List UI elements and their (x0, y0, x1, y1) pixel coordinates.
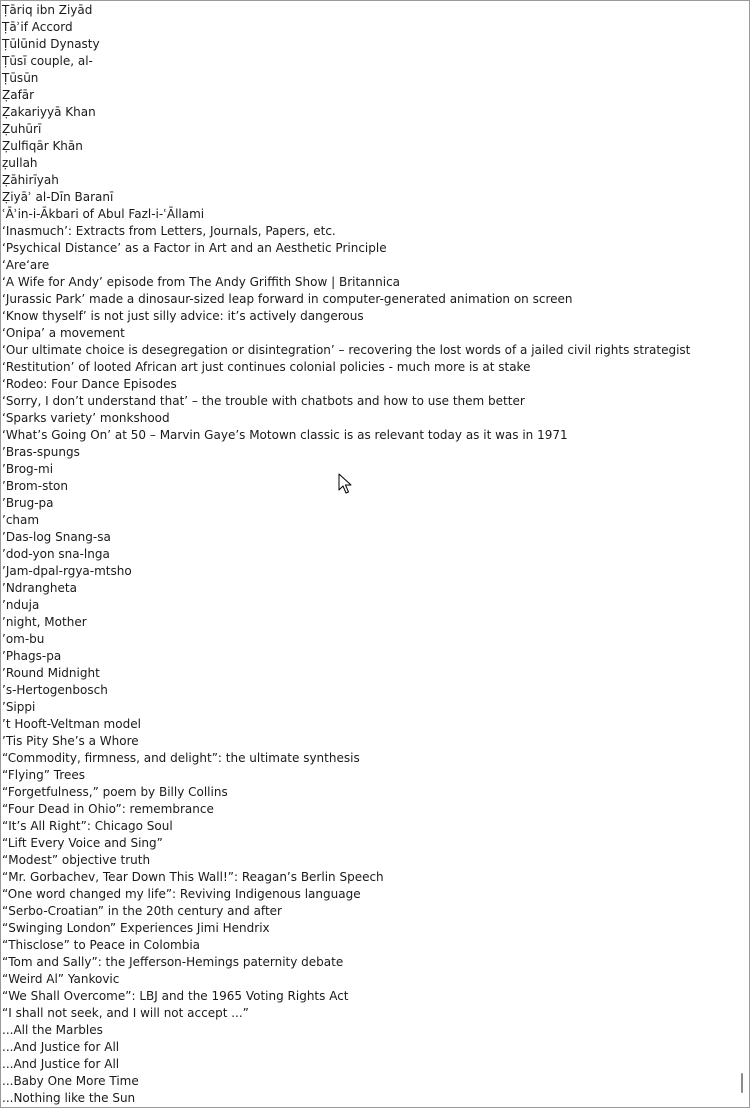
list-item[interactable]: ‘Inasmuch’: Extracts from Letters, Journals, Papers, etc. (2, 224, 336, 238)
list-item[interactable]: ’night, Mother (2, 615, 87, 629)
list-item[interactable]: ...Nothing like the Sun (2, 1091, 136, 1105)
list-item[interactable]: “Commodity, firmness, and delight”: the ultimate synthesis (2, 751, 360, 765)
list-item[interactable]: Ṭūsī couple, al- (2, 54, 93, 68)
list-item[interactable]: ’Das-log Snang-sa (2, 530, 111, 544)
vertical-scrollbar[interactable] (735, 1, 749, 1107)
list-item[interactable]: Ṭūsūn (2, 71, 39, 85)
list-item[interactable]: ...And Justice for All (2, 1057, 120, 1071)
list-item[interactable]: ’s-Hertogenbosch (2, 683, 108, 697)
list-item[interactable]: ’Phags-pa (2, 649, 62, 663)
list-item[interactable]: ‘Onipa’ a movement (2, 326, 125, 340)
list-item[interactable]: ‘Sorry, I don’t understand that’ – the trouble with chatbots and how to use them better (2, 394, 525, 408)
list-item[interactable]: ’t Hooft-Veltman model (2, 717, 141, 731)
list-item[interactable]: Ẓuhūrī (2, 122, 42, 136)
list-item[interactable]: ‘A Wife for Andy’ episode from The Andy Griffith Show | Britannica (2, 275, 401, 289)
list-item[interactable]: ’Sippi (2, 700, 36, 714)
list-item[interactable]: Ṭūlūnid Dynasty (2, 37, 100, 51)
list-item[interactable]: ’dod-yon sna-lnga (2, 547, 110, 561)
list-item[interactable]: “I shall not seek, and I will not accept ...” (2, 1006, 249, 1020)
list-item[interactable]: Ẓāhirīyah (2, 173, 59, 187)
entry-list[interactable] (1, 2, 735, 1106)
list-item[interactable]: “Flying” Trees (2, 768, 86, 782)
list-item[interactable]: ’Brom-ston (2, 479, 68, 493)
list-item[interactable]: Ẓafār (2, 88, 35, 102)
list-item[interactable]: ’Bras-spungs (2, 445, 80, 459)
list-item[interactable]: Ẓiyāʾ al-Dīn Baranī (2, 190, 114, 204)
list-item[interactable]: ‘Jurassic Park’ made a dinosaur-sized leap forward in computer-generated animation on screen (2, 292, 573, 306)
list-item[interactable]: ...And Justice for All (2, 1040, 120, 1054)
list-item[interactable]: ‘Sparks variety’ monkshood (2, 411, 170, 425)
list-item[interactable]: “Tom and Sally”: the Jefferson-Hemings paternity debate (2, 955, 344, 969)
list-item[interactable]: Ẓakariyyā Khan (2, 105, 96, 119)
list-item[interactable]: ’nduja (2, 598, 40, 612)
list-item[interactable]: ʿĀʾin-i-Ākbari of Abul Fazl-i-ʿĀllami (2, 207, 205, 221)
list-item[interactable]: ’om-bu (2, 632, 45, 646)
list-item[interactable]: ‘What’s Going On’ at 50 – Marvin Gaye’s Motown classic is as relevant today as it was in 1971 (2, 428, 568, 442)
list-item[interactable]: ‘Restitution’ of looted African art just continues colonial policies - much more is at stake (2, 360, 531, 374)
list-item[interactable]: ...Baby One More Time (2, 1074, 139, 1088)
list-item[interactable]: ‘Psychical Distance’ as a Factor in Art and an Aesthetic Principle (2, 241, 387, 255)
list-item[interactable]: ’Brog-mi (2, 462, 54, 476)
list-item[interactable]: ’cham (2, 513, 40, 527)
scroll-thumb[interactable] (741, 1073, 743, 1093)
list-item[interactable]: “Four Dead in Ohio”: remembrance (2, 802, 214, 816)
list-item[interactable]: ...All the Marbles (2, 1023, 103, 1037)
list-item[interactable]: “Lift Every Voice and Sing” (2, 836, 163, 850)
list-item[interactable]: ‘Know thyself’ is not just silly advice: it’s actively dangerous (2, 309, 364, 323)
list-item[interactable]: ‘Are‘are (2, 258, 50, 272)
list-item[interactable]: ‘Rodeo: Four Dance Episodes (2, 377, 177, 391)
list-item[interactable]: ‘Our ultimate choice is desegregation or disintegration’ – recovering the lost words of a jailed civil rights strategist (2, 343, 691, 357)
list-item[interactable]: “Forgetfulness,” poem by Billy Collins (2, 785, 228, 799)
list-item[interactable]: “Mr. Gorbachev, Tear Down This Wall!”: Reagan’s Berlin Speech (2, 870, 384, 884)
list-item[interactable]: “We Shall Overcome”: LBJ and the 1965 Voting Rights Act (2, 989, 349, 1003)
list-item[interactable]: “Swinging London” Experiences Jimi Hendrix (2, 921, 270, 935)
list-item[interactable]: ẓullah (2, 156, 38, 170)
list-item[interactable]: “Serbo-Croatian” in the 20th century and after (2, 904, 282, 918)
list-item[interactable]: ’Jam-dpal-rgya-mtsho (2, 564, 132, 578)
list-item[interactable]: “One word changed my life”: Reviving Indigenous language (2, 887, 361, 901)
list-item[interactable]: “It’s All Right”: Chicago Soul (2, 819, 173, 833)
list-item[interactable]: “Weird Al” Yankovic (2, 972, 120, 986)
list-item[interactable]: Ẓulfiqār Khān (2, 139, 83, 153)
list-item[interactable]: “Modest” objective truth (2, 853, 151, 867)
list-item[interactable]: Ṭāʾif Accord (2, 20, 73, 34)
list-item[interactable]: ’Round Midnight (2, 666, 100, 680)
list-item[interactable]: ’Tis Pity She’s a Whore (2, 734, 139, 748)
list-item[interactable]: Ṭāriq ibn Ziyād (2, 3, 93, 17)
list-item[interactable]: “Thisclose” to Peace in Colombia (2, 938, 201, 952)
list-item[interactable]: ’Ndrangheta (2, 581, 77, 595)
list-item[interactable]: ’Brug-pa (2, 496, 54, 510)
